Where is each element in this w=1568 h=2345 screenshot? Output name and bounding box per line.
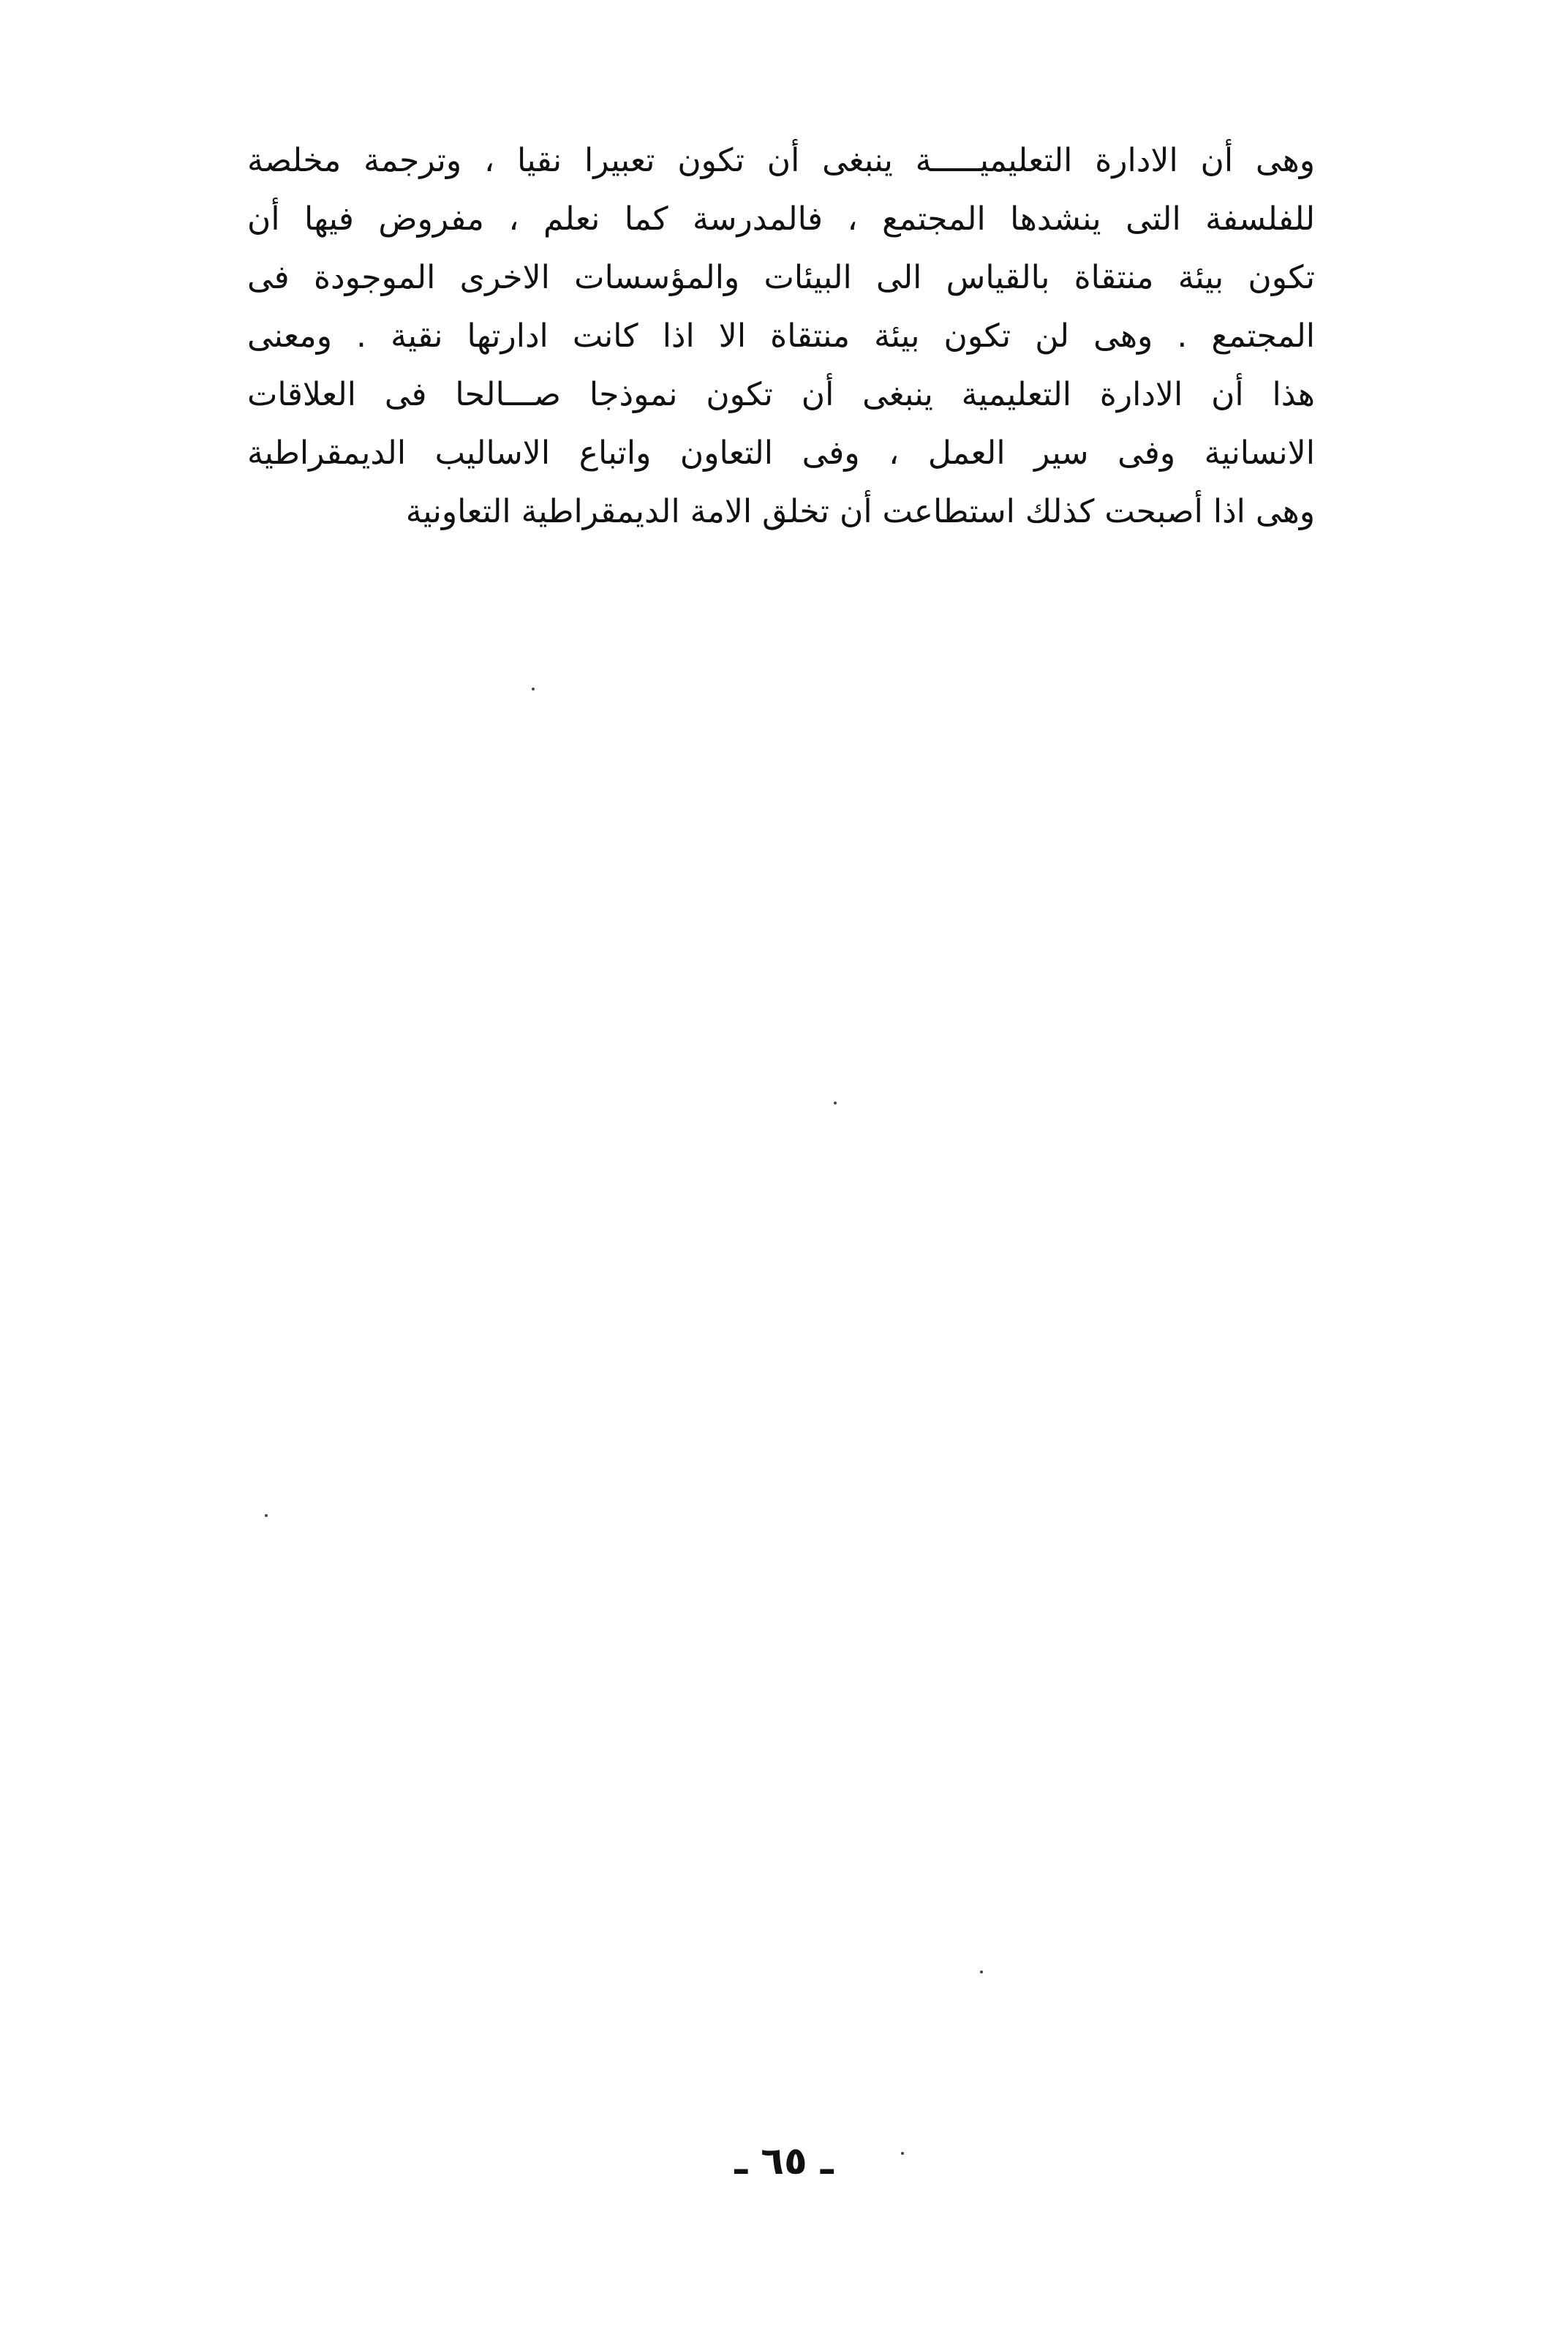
paragraph-line: وهى اذا أصبحت كذلك استطاعت أن تخلق الامة الديمقراطية التعاونية bbox=[405, 493, 1315, 530]
scan-speck bbox=[980, 1971, 983, 1973]
paragraph-line: الانسانية وفى سير العمل ، وفى التعاون واتباع الاساليب الديمقراطية bbox=[247, 434, 1315, 472]
paragraph-line: للفلسفة التى ينشدها المجتمع ، فالمدرسة كما نعلم ، مفروض فيها أن bbox=[247, 200, 1315, 238]
paragraph-line: وهى أن الادارة التعليميـــــة ينبغى أن تكون تعبيرا نقيا ، وترجمة مخلصة bbox=[247, 142, 1315, 179]
paragraph-line: هذا أن الادارة التعليمية ينبغى أن تكون نموذجا صـــالحا فى العلاقات bbox=[247, 376, 1315, 413]
page-number: ـ ٦٥ ـ bbox=[734, 2139, 834, 2183]
scan-speck bbox=[265, 1514, 268, 1517]
scan-speck bbox=[834, 1102, 837, 1104]
paragraph-line: المجتمع . وهى لن تكون بيئة منتقاة الا اذا كانت ادارتها نقية . ومعنى bbox=[247, 317, 1315, 355]
body-paragraph bbox=[247, 132, 1315, 541]
paragraph-line: تكون بيئة منتقاة بالقياس الى البيئات والمؤسسات الاخرى الموجودة فى bbox=[247, 259, 1315, 296]
scan-speck bbox=[532, 688, 535, 690]
scan-speck bbox=[901, 2152, 904, 2155]
